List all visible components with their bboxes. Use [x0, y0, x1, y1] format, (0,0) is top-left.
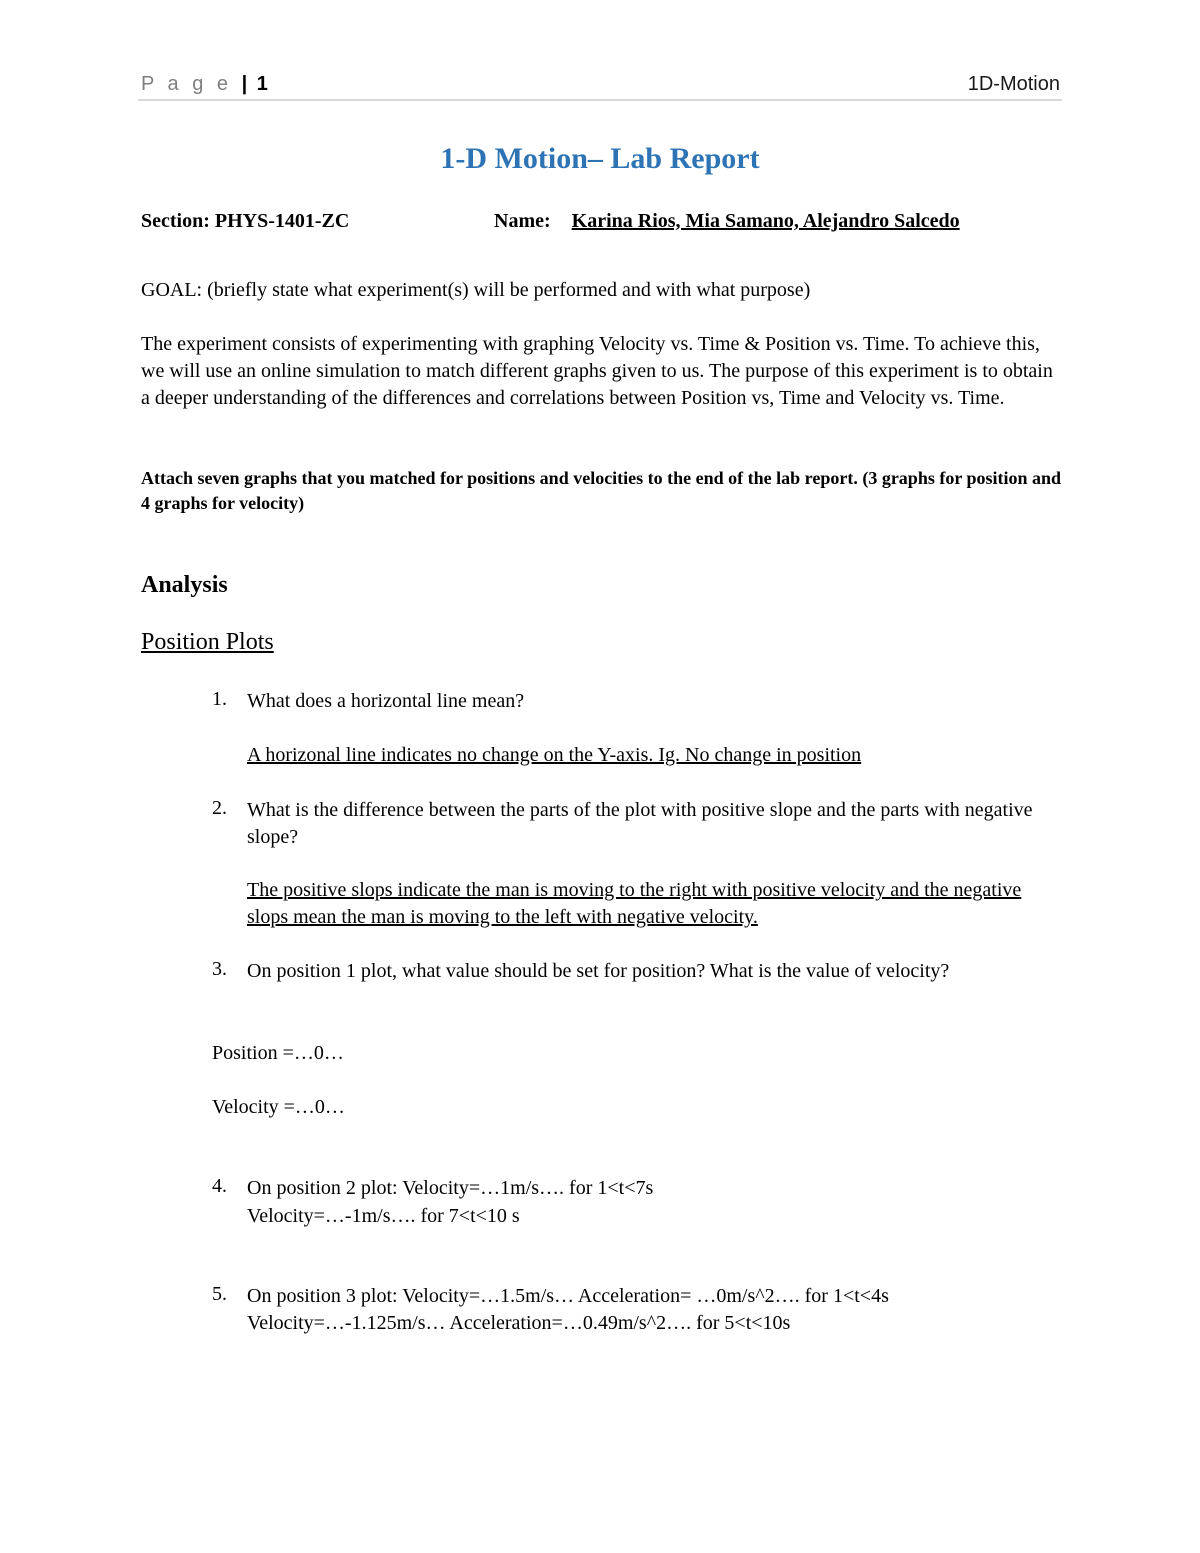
header-separator: |: [241, 73, 248, 95]
goal-prompt: GOAL: (briefly state what experiment(s) will be performed and with what purpose): [141, 279, 811, 301]
question-5-line-1: On position 3 plot: Velocity=…1.5m/s… Acceleration= …0m/s^2…. for 1<t<4s: [247, 1285, 889, 1307]
question-3-text: On position 1 plot, what value should be set for position? What is the value of velocity?: [247, 960, 950, 982]
question-4-line-1: On position 2 plot: Velocity=…1m/s…. for 1<t<7s: [247, 1177, 654, 1199]
answer-2-text: The positive slops indicate the man is moving to the right with positive velocity and the negative slops mean the man is moving to the left with negative velocity.: [247, 879, 1022, 928]
analysis-heading: Analysis: [141, 572, 228, 598]
page-number: 1: [256, 73, 268, 95]
document-label: 1D-Motion: [967, 73, 1060, 95]
name-value: Karina Rios, Mia Samano, Alejandro Salcedo: [571, 210, 960, 232]
question-number: 2.: [212, 797, 227, 819]
name-line: [494, 208, 966, 235]
page-label: P a g e: [141, 73, 233, 95]
section-line: Section: PHYS-1401-ZC: [141, 210, 350, 232]
question-5-line-2: Velocity=…-1.125m/s… Acceleration=…0.49m/s^2…. for 5<t<10s: [247, 1312, 791, 1334]
name-label: Name:: [494, 210, 551, 232]
question-number: 3.: [212, 958, 227, 980]
question-number: 5.: [212, 1283, 227, 1305]
question-2-text: What is the difference between the parts of the plot with positive slope and the parts with negative slope?: [247, 799, 1033, 848]
question-4-line-2: Velocity=…-1m/s…. for 7<t<10 s: [247, 1205, 520, 1227]
question-1-text: What does a horizontal line mean?: [247, 690, 525, 712]
attach-note: Attach seven graphs that you matched for positions and velocities to the end of the lab report. (3 graphs for position and 4 graphs for velocity): [141, 468, 1062, 513]
page-header-left: [141, 73, 268, 96]
position-plots-heading: Position Plots: [141, 629, 274, 655]
goal-body: The experiment consists of experimenting with graphing Velocity vs. Time & Position vs. Time. To achieve this, we will use an online simulation to match different graphs given to us. The purpose of this experiment is to obtain a deeper understanding of the differences and correlations between Position vs, Time and Velocity vs. Time.: [141, 333, 1053, 409]
question-number: 4.: [212, 1175, 227, 1197]
position-answer: Position =…0…: [212, 1042, 344, 1064]
question-number: 1.: [212, 688, 227, 710]
velocity-answer: Velocity =…0…: [212, 1096, 345, 1118]
answer-1-text: A horizonal line indicates no change on the Y-axis. Ig. No change in position: [247, 744, 862, 766]
header-divider: [138, 99, 1062, 101]
report-title: 1-D Motion– Lab Report: [440, 142, 760, 175]
